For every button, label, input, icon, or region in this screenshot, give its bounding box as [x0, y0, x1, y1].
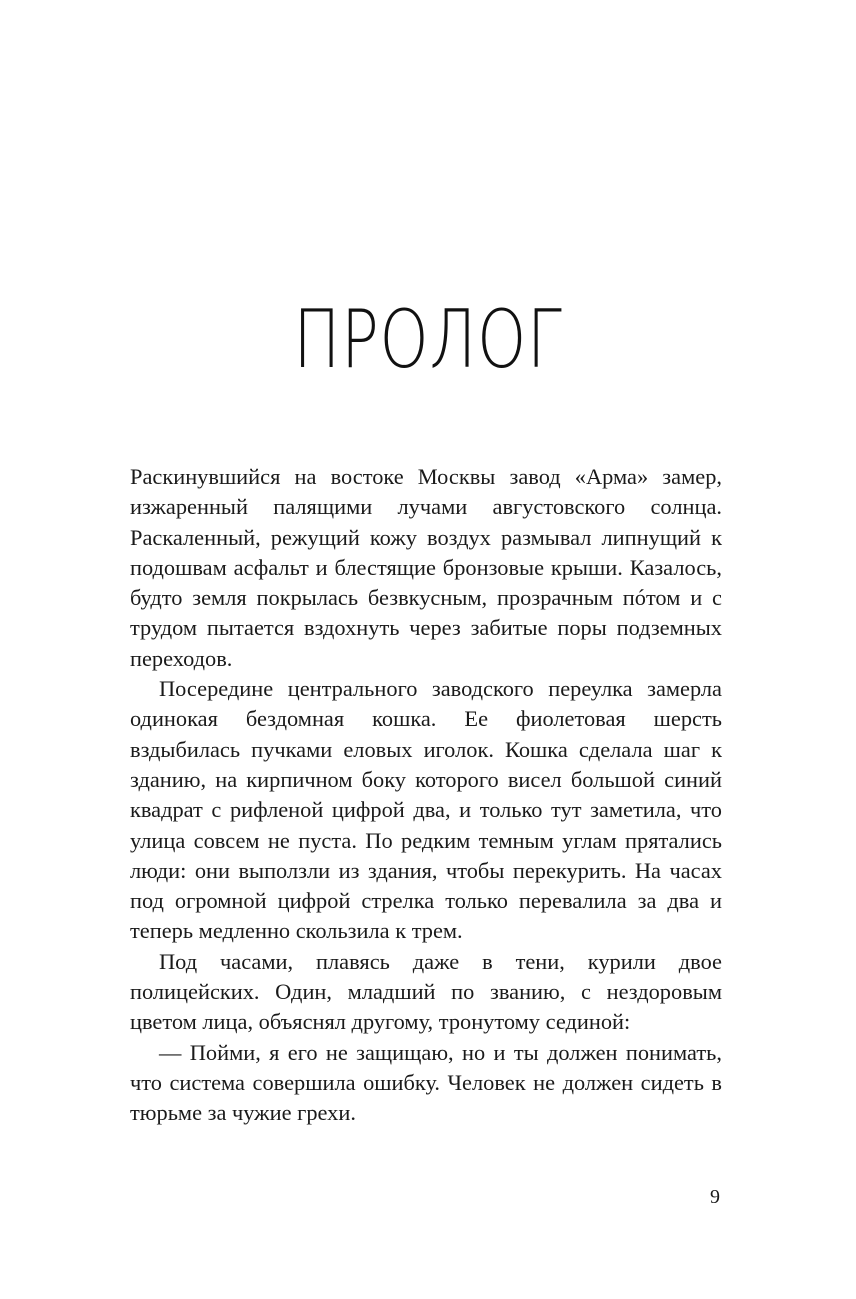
paragraph: — Пойми, я его не защищаю, но и ты должен понимать, что система совершила ошибку. Человек не должен сидеть в тюрьме за чужие грехи. — [130, 1039, 722, 1126]
paragraph: Раскинувшийся на востоке Москвы завод «Арма» замер, изжаренный палящими лучами августовского солнца. Раскаленный, режущий кожу воздух размывал липнущий к подошвам асфальт и блестящие бронзовые крыши. Казалось, будто земля покрылась безвкусным, прозрачным пóтом и с трудом пытается вздохнуть через забитые поры подземных переходов. — [130, 464, 722, 671]
page-number: 9 — [710, 1186, 720, 1208]
body-text — [130, 462, 722, 1129]
chapter-title: ПРОЛОГ — [293, 293, 563, 386]
paragraph: Посередине центрального заводского переулка замерла одинокая бездомная кошка. Ее фиолетовая шерсть вздыбилась пучками еловых иголок. Кошка сделала шаг к зданию, на кирпичном боку которого висел большой синий квадрат с рифленой цифрой два, и только тут заметила, что улица совсем не пуста. По редким темным углам прятались люди: они выползли из здания, чтобы перекурить. На часах под огромной цифрой стрелка только перевалила за два и теперь медленно скользила к трем. — [130, 676, 722, 944]
paragraph: Под часами, плавясь даже в тени, курили двое полицейских. Один, младший по званию, с нездоровым цветом лица, объяснял другому, тронутому сединой: — [130, 948, 722, 1035]
